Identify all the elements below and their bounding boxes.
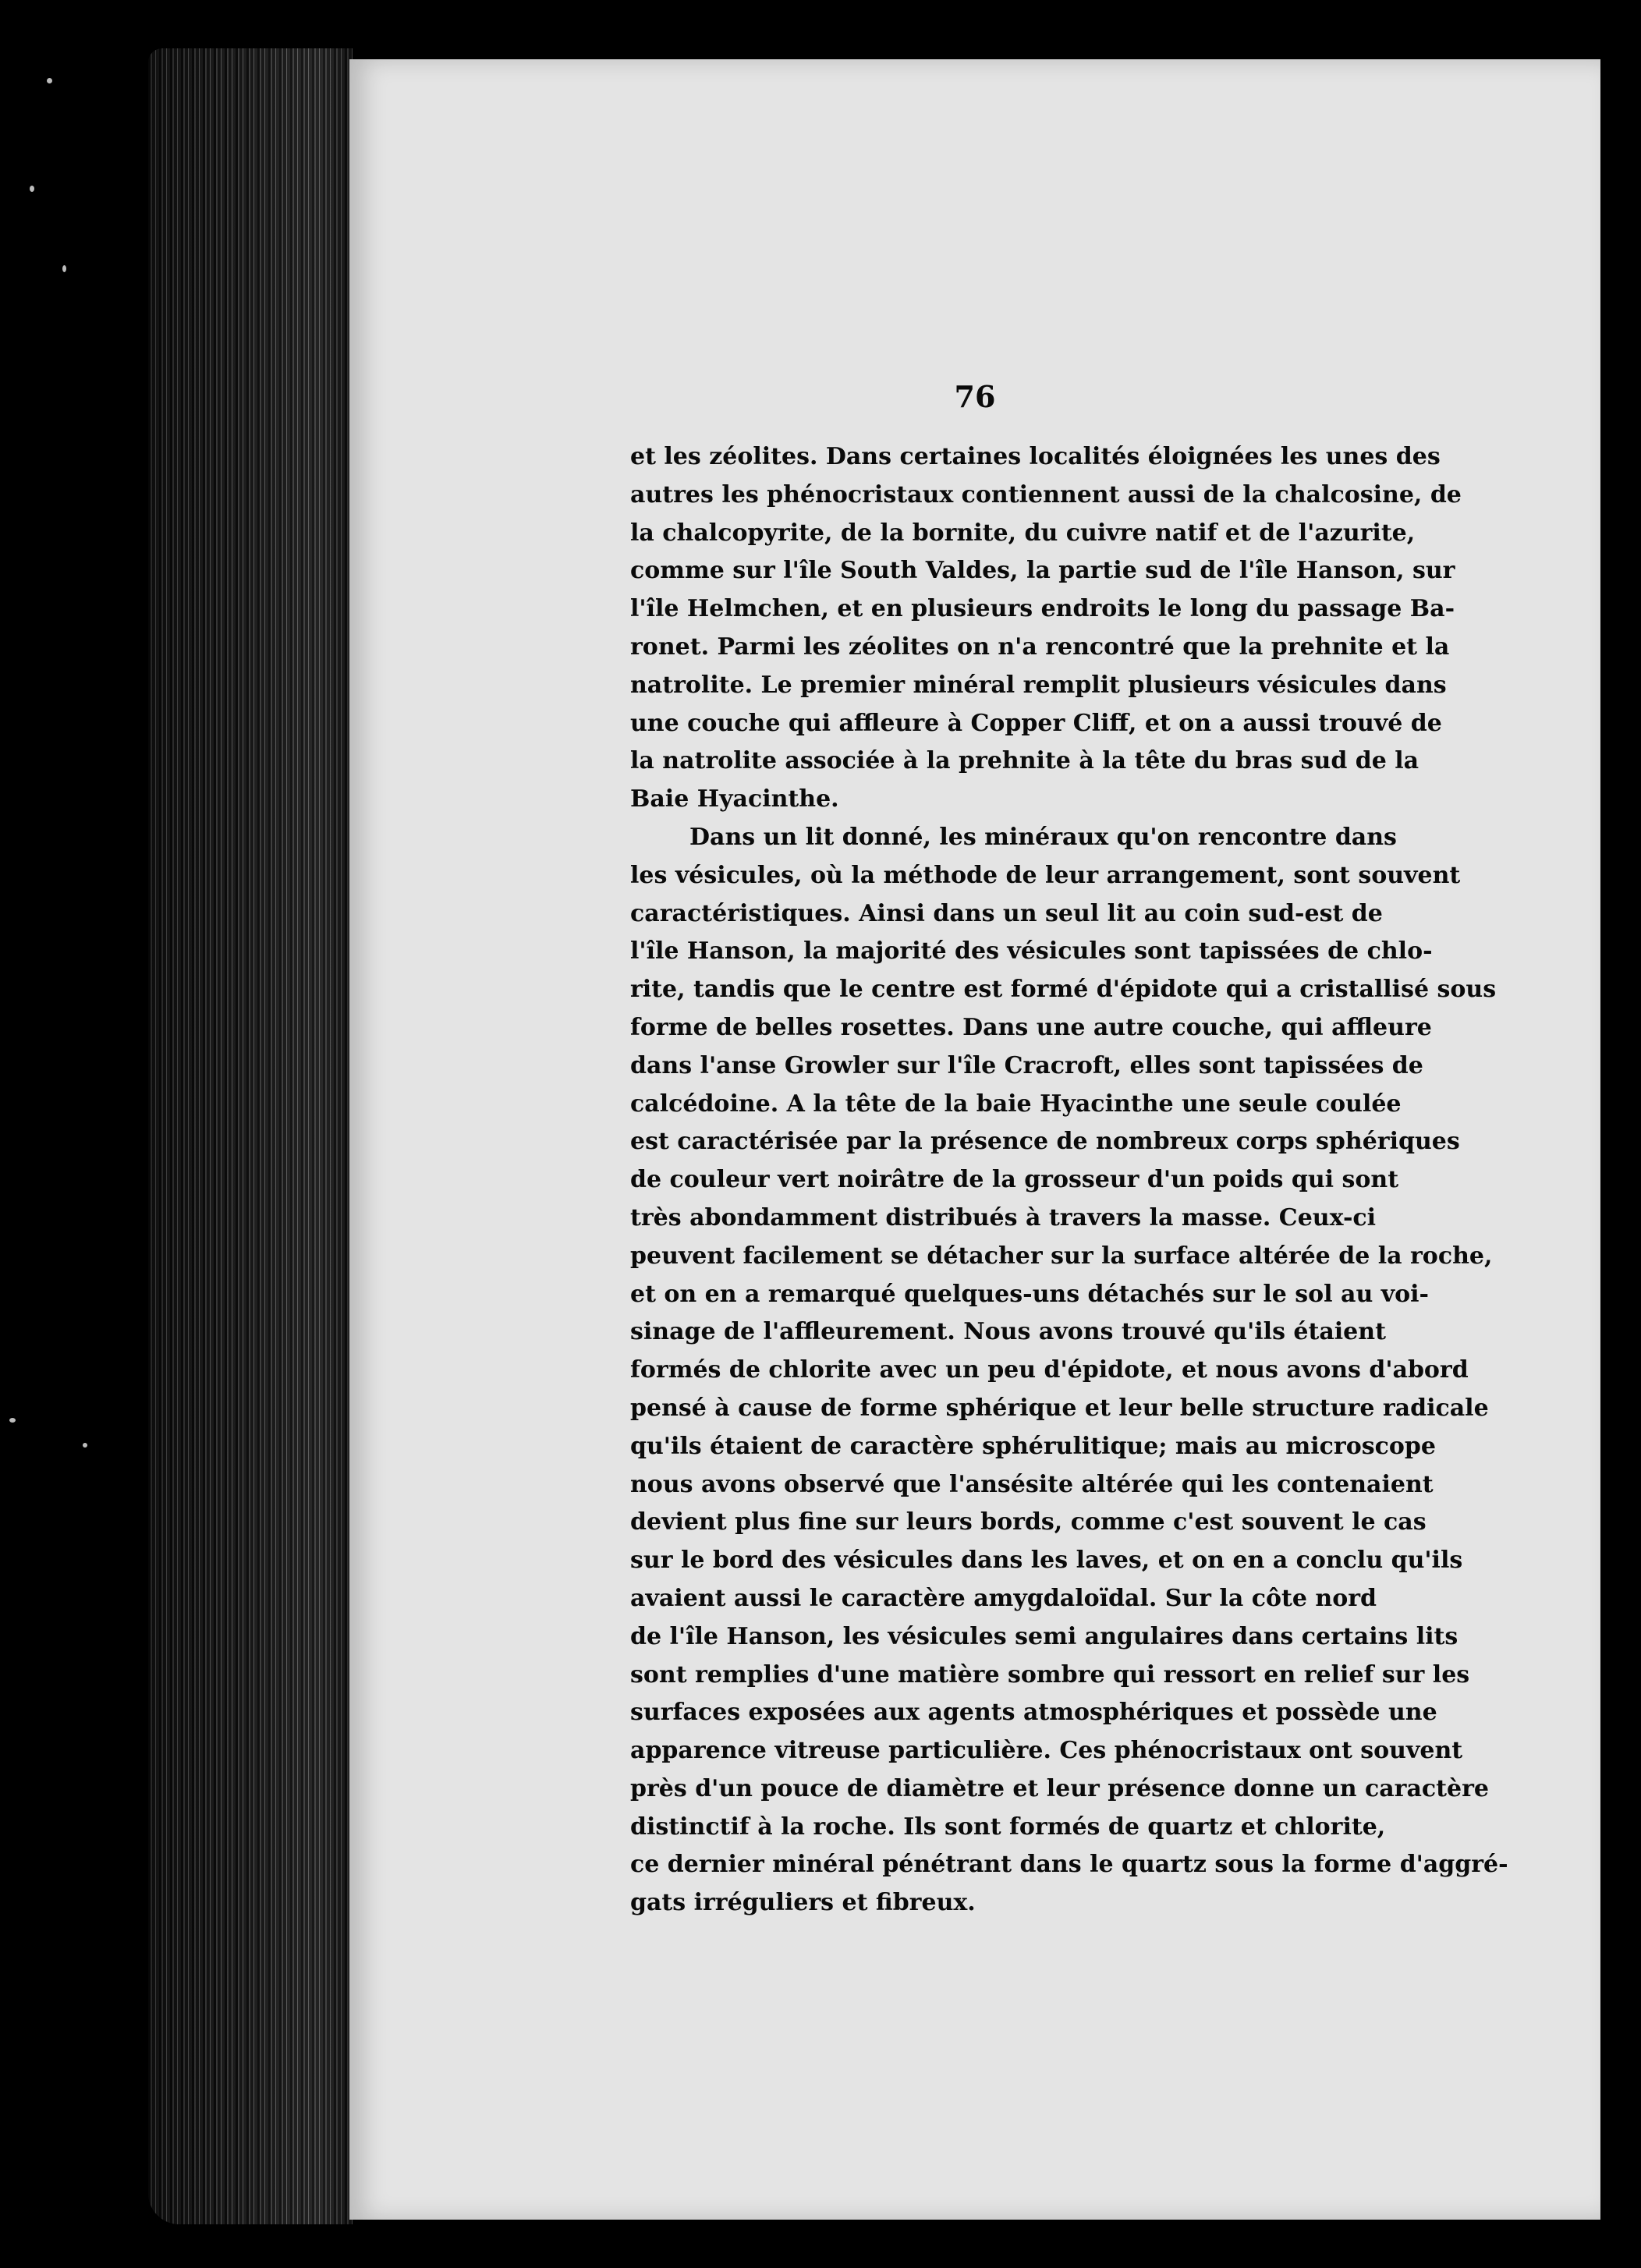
dust-speck bbox=[47, 78, 52, 83]
text-line: la chalcopyrite, de la bornite, du cuivre natif et de l'azurite, bbox=[630, 519, 1416, 547]
text-line: l'île Helmchen, et en plusieurs endroits le long du passage Ba- bbox=[630, 595, 1455, 623]
text-line: de l'île Hanson, les vésicules semi angulaires dans certains lits bbox=[630, 1622, 1458, 1650]
text-line: natrolite. Le premier minéral remplit plusieurs vésicules dans bbox=[630, 671, 1447, 699]
text-line: calcédoine. A la tête de la baie Hyacinthe une seule coulée bbox=[630, 1090, 1402, 1118]
text-line: rite, tandis que le centre est formé d'épidote qui a cristallisé sous bbox=[630, 976, 1497, 1004]
text-line: dans l'anse Growler sur l'île Cracroft, elles sont tapissées de bbox=[630, 1051, 1423, 1079]
text-line: apparence vitreuse particulière. Ces phénocristaux ont souvent bbox=[630, 1737, 1463, 1765]
text-line: les vésicules, où la méthode de leur arrangement, sont souvent bbox=[630, 861, 1461, 889]
book-page bbox=[349, 59, 1600, 2220]
text-line: ce dernier minéral pénétrant dans le quartz sous la forme d'aggré- bbox=[630, 1851, 1508, 1879]
dust-speck bbox=[9, 1418, 16, 1423]
text-line: peuvent facilement se détacher sur la surface altérée de la roche, bbox=[630, 1242, 1493, 1270]
dust-speck bbox=[30, 186, 34, 192]
text-line: qu'ils étaient de caractère sphérulitique; mais au microscope bbox=[630, 1432, 1436, 1460]
text-line: nous avons observé que l'ansésite altérée qui les contenaient bbox=[630, 1470, 1434, 1498]
text-line: forme de belles rosettes. Dans une autre couche, qui affleure bbox=[630, 1013, 1432, 1041]
dust-speck bbox=[83, 1443, 87, 1448]
text-line: surfaces exposées aux agents atmosphériques et possède une bbox=[630, 1699, 1437, 1727]
text-line: et on en a remarqué quelques-uns détachés sur le sol au voi- bbox=[630, 1280, 1429, 1308]
page-number: 76 bbox=[954, 379, 996, 414]
book-edge-shading bbox=[148, 48, 353, 2224]
text-line: très abondamment distribués à travers la masse. Ceux-ci bbox=[630, 1203, 1377, 1231]
text-line: près d'un pouce de diamètre et leur présence donne un caractère bbox=[630, 1774, 1490, 1802]
dust-speck bbox=[62, 265, 66, 272]
text-line: avaient aussi le caractère amygdaloïdal. Sur la côte nord bbox=[630, 1584, 1377, 1612]
body-text bbox=[630, 438, 1527, 1922]
text-line: sinage de l'affleurement. Nous avons trouvé qu'ils étaient bbox=[630, 1318, 1386, 1346]
text-line: autres les phénocristaux contiennent aussi de la chalcosine, de bbox=[630, 480, 1462, 509]
text-line: sur le bord des vésicules dans les laves, et on en a conclu qu'ils bbox=[630, 1547, 1463, 1575]
text-line: caractéristiques. Ainsi dans un seul lit au coin sud-est de bbox=[630, 899, 1383, 927]
text-line: formés de chlorite avec un peu d'épidote, et nous avons d'abord bbox=[630, 1356, 1469, 1384]
text-line: une couche qui affleure à Copper Cliff, et on a aussi trouvé de bbox=[630, 709, 1442, 737]
text-line: devient plus fine sur leurs bords, comme c'est souvent le cas bbox=[630, 1508, 1427, 1536]
text-line: et les zéolites. Dans certaines localités éloignées les unes des bbox=[630, 443, 1441, 470]
text-line: l'île Hanson, la majorité des vésicules sont tapissées de chlo- bbox=[630, 937, 1433, 966]
text-line: est caractérisée par la présence de nombreux corps sphériques bbox=[630, 1128, 1460, 1156]
text-line: la natrolite associée à la prehnite à la tête du bras sud de la bbox=[630, 747, 1419, 775]
text-line: Baie Hyacinthe. bbox=[630, 785, 839, 813]
text-line: ronet. Parmi les zéolites on n'a rencontré que la prehnite et la bbox=[630, 633, 1450, 661]
text-line: de couleur vert noirâtre de la grosseur d'un poids qui sont bbox=[630, 1166, 1399, 1194]
text-line: pensé à cause de forme sphérique et leur belle structure radicale bbox=[630, 1394, 1489, 1422]
text-line: sont remplies d'une matière sombre qui ressort en relief sur les bbox=[630, 1660, 1470, 1689]
text-line: gats irréguliers et fibreux. bbox=[630, 1889, 976, 1917]
text-line: comme sur l'île South Valdes, la partie sud de l'île Hanson, sur bbox=[630, 557, 1455, 585]
paragraph-start-line: Dans un lit donné, les minéraux qu'on rencontre dans bbox=[689, 823, 1397, 851]
text-line: distinctif à la roche. Ils sont formés de quartz et chlorite, bbox=[630, 1813, 1386, 1841]
